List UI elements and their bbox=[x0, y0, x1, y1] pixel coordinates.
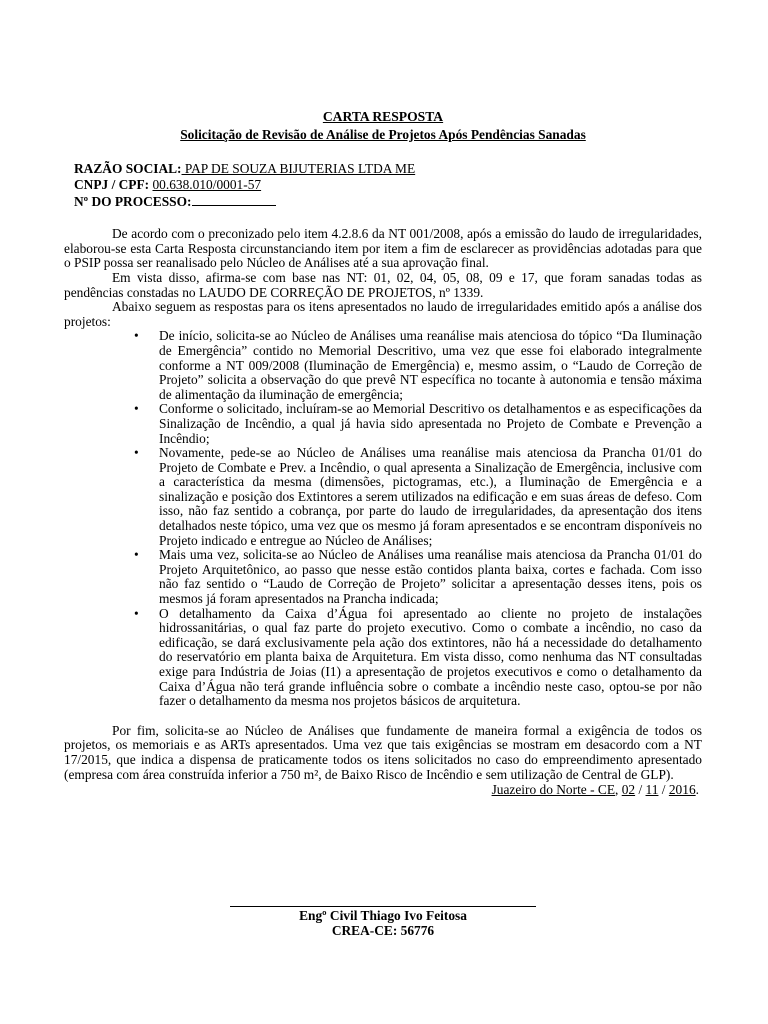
processo-label: Nº DO PROCESSO: bbox=[74, 194, 192, 210]
paragraph-intro: De acordo com o preconizado pelo item 4.2.8.6 da NT 001/2008, após a emissão do laudo de irregularidades, elaborou-se esta Carta Resposta circunstanciando item por item a fim de esclarecer as providências adotadas para que o PSIP possa ser reanalisado pelo Núcleo de Análises até a sua aprovação final. bbox=[64, 226, 702, 271]
paragraph-nt-basis: Em vista disso, afirma-se com base nas NT: 01, 02, 04, 05, 08, 09 e 17, que foram sanadas todas as pendências constadas no LAUDO DE CORREÇÃO DE PROJETOS, nº 1339. bbox=[64, 269, 702, 300]
cnpj-value: 00.638.010/0001-57 bbox=[152, 177, 262, 193]
bullet-icon: • bbox=[134, 605, 139, 621]
date-city: Juazeiro do Norte - CE bbox=[491, 782, 616, 798]
list-item bbox=[64, 402, 702, 446]
date-year: 2016 bbox=[668, 782, 696, 798]
signer-crea: CREA-CE: 56776 bbox=[331, 922, 435, 938]
list-item bbox=[64, 446, 702, 548]
date-month: 11 bbox=[645, 782, 659, 798]
list-item-text: O detalhamento da Caixa d’Água foi apresentado ao cliente no projeto de instalações hidrossanitárias, o qual faz parte do projeto executivo. Como o combate a incêndio, no caso da edificação, se dará exclusivamente pela ação dos extintores, não há a necessidade do detalhamento do reservatório em planta baixa de Arquitetura. Em vista disso, como nenhuma das NT consultadas exige para Indústria de Joias (I1) a apresentação de projetos executivos e como o detalhamento da Caixa d’Água não terá grande influência sobre o combate a incêndio neste caso, optou-se por não fazer o detalhamento da mesma nos projetos básicos de arquitetura. bbox=[159, 605, 702, 709]
processo-blank bbox=[192, 193, 276, 206]
letter-body bbox=[64, 227, 702, 798]
razao-social-label: RAZÃO SOCIAL: bbox=[74, 161, 182, 177]
bullet-icon: • bbox=[134, 401, 139, 417]
list-item-text: Conforme o solicitado, incluíram-se ao Memorial Descritivo os detalhamentos e as especificações da Sinalização de Incêndio, a qual já havia sido apresentada no Projeto de Combate e Prevenção a Incêndio; bbox=[159, 401, 702, 446]
date-line: Juazeiro do Norte - CE, 02 / 11 / 2016. bbox=[491, 782, 699, 798]
razao-social-line bbox=[74, 161, 702, 177]
list-item-text: Mais uma vez, solicita-se ao Núcleo de Análises uma reanálise mais atenciosa da Prancha 01/01 do Projeto Arquitetônico, ao passo que nesse estão contidos planta baixa, cortes e fachada. Com isso não faz sentido o “Laudo de Correção de Projeto” solicitar a apresentação desses itens, pois os mesmos já foram apresentados na Prancha indicada; bbox=[159, 547, 702, 607]
cnpj-label: CNPJ / CPF: bbox=[74, 177, 150, 193]
letter-page bbox=[64, 109, 702, 938]
razao-social-value: PAP DE SOUZA BIJUTERIAS LTDA ME bbox=[181, 161, 416, 177]
bullet-icon: • bbox=[134, 547, 139, 563]
bullet-icon: • bbox=[134, 328, 139, 344]
letter-header-info bbox=[64, 161, 702, 210]
list-item bbox=[64, 329, 702, 402]
signature-block bbox=[64, 906, 702, 938]
cnpj-line bbox=[74, 177, 702, 193]
letter-title: CARTA RESPOSTA bbox=[322, 109, 444, 124]
paragraph-answers-intro: Abaixo seguem as respostas para os itens apresentados no laudo de irregularidades emitido após a análise dos projetos: bbox=[64, 299, 702, 329]
answers-list bbox=[64, 329, 702, 708]
date-day: 02 bbox=[621, 782, 636, 798]
list-item-text: De início, solicita-se ao Núcleo de Análises uma reanálise mais atenciosa do tópico “Da Iluminação de Emergência” contido no Memorial Descritivo, uma vez que esse foi elaborado integralmente conforme a NT 009/2008 (Iluminação de Emergência) e, mesmo assim, o “Laudo de Correção de Projeto” solicita a observação do que prevê NT específica no tocante à autonomia e tensão máxima de alimentação da iluminação de emergência; bbox=[159, 328, 702, 402]
paragraph-closing: Por fim, solicita-se ao Núcleo de Análises que fundamente de maneira formal a exigência de todos os projetos, os memoriais e as ARTs apresentados. Uma vez que tais exigências se mostram em desacordo com a NT 17/2015, que indica a dispensa de praticamente todos os itens solicitados no caso do empreendimento apresentado (empresa com área construída inferior a 750 m², de Baixo Risco de Incêndio e sem utilização de Central de GLP). bbox=[64, 722, 702, 782]
list-item bbox=[64, 548, 702, 606]
list-item bbox=[64, 607, 702, 709]
signature-line bbox=[230, 906, 536, 907]
bullet-icon: • bbox=[134, 445, 139, 461]
letter-subtitle: Solicitação de Revisão de Análise de Projetos Após Pendências Sanadas bbox=[180, 126, 586, 142]
list-item-text: Novamente, pede-se ao Núcleo de Análises uma reanálise mais atenciosa da Prancha 01/01 do Projeto de Combate e Prev. a Incêndio, o qual apresenta a Sinalização de Emergência, inclusive com a característica da mesma (dimensões, pictogramas, etc.), a Iluminação de Emergência e a sinalização e posição dos Extintores a serem utilizados na edificação e em suas áreas de defeso. Com isso, não faz sentido a cobrança, por parte do laudo de irregularidades, da apresentação dos itens detalhados neste tópico, uma vez que os mesmo já foram apresentados e se encontram disponíveis no Projeto indicado e entregue ao Núcleo de Análises; bbox=[159, 445, 702, 548]
signer-name: Engº Civil Thiago Ivo Feitosa bbox=[299, 908, 467, 923]
processo-line bbox=[74, 193, 702, 210]
